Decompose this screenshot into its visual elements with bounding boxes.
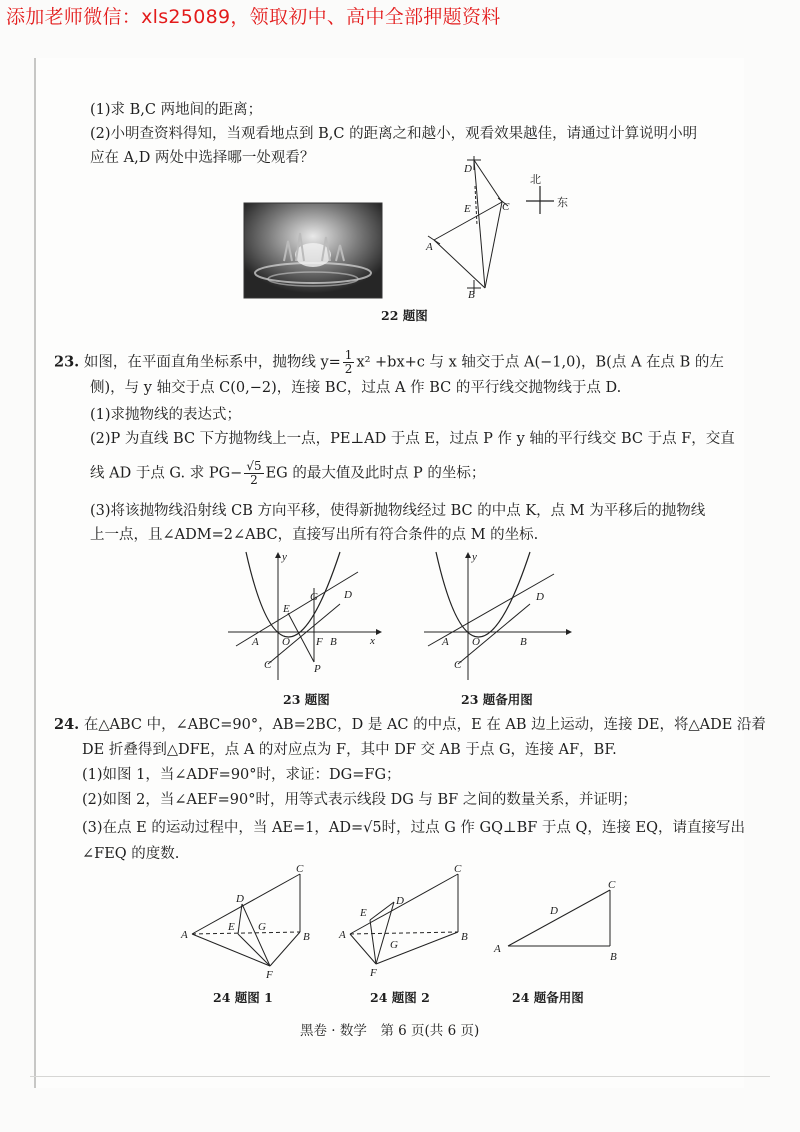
q24-figure-2 (338, 863, 478, 980)
q23-fig1-label-P: P (314, 663, 321, 675)
q24-caption-3: 24 题备用图 (512, 990, 584, 1005)
q24-fig1-label-B: B (303, 931, 310, 943)
q23-fig2-label-A: A (442, 636, 449, 648)
q23-caption-2: 23 题备用图 (461, 692, 533, 707)
q23-figure-main (228, 552, 388, 682)
q23-fig1-label-F: F (316, 636, 323, 648)
q23-fig2-label-y: y (472, 551, 477, 563)
q23-half-denominator: 2 (344, 362, 353, 376)
q24-fig2-label-A: A (339, 929, 346, 941)
q24-fig1-label-C: C (296, 863, 304, 875)
q24-fig1-label-E: E (228, 921, 235, 933)
q22-part2-line2: 应在 A,D 两处中选择哪一处观看？ (90, 150, 315, 166)
q23-part1: (1)求抛物线的表达式； (90, 407, 242, 423)
q24-part2: (2)如图 2，当∠AEF=90°时，用等式表示线段 DG 与 BF 之间的数量关系，并证明； (82, 792, 637, 808)
q24-figure-1 (180, 863, 320, 981)
q23-line1-b: x² +bx+c 与 x 轴交于点 A(−1,0)，B(点 A 在点 B 的左 (356, 354, 724, 371)
q23-fig1-label-A: A (252, 636, 259, 648)
q24-number: 24. (54, 716, 80, 733)
q22-label-A: A (426, 241, 433, 253)
q24-fig2-label-G: G (390, 939, 398, 951)
q23-line1-a: 如图，在平面直角坐标系中，抛物线 y= (83, 354, 341, 371)
q23-part3-line2: 上一点，且∠ADM=2∠ABC，直接写出所有符合条件的点 M 的坐标. (90, 527, 539, 543)
q24-fig3-label-D: D (550, 905, 558, 917)
q24-fig2-label-F: F (370, 967, 377, 979)
q23-part2-line1: (2)P 为直线 BC 下方抛物线上一点，PE⊥AD 于点 E，过点 P 作 y 轴的平行线交 BC 于点 F，交直 (90, 431, 735, 447)
q24-part3-line2: ∠FEQ 的度数. (82, 846, 180, 862)
q23-frac-denominator: 2 (250, 473, 258, 487)
q23-half-fraction (343, 349, 355, 376)
q22-label-north: 北 (530, 173, 541, 186)
q23-fig1-label-G: G (310, 591, 318, 603)
bottom-rule (30, 1076, 770, 1077)
q24-fig2-label-B: B (461, 931, 468, 943)
q22-caption: 22 题图 (381, 308, 428, 323)
q23-fig2-label-O: O (472, 636, 480, 648)
q23-sqrt5-over-2 (244, 460, 263, 487)
q22-label-B: B (468, 289, 475, 301)
q24-part1: (1)如图 1，当∠ADF=90°时，求证：DG=FG； (82, 767, 401, 783)
promo-banner: 添加老师微信：xls25089，领取初中、高中全部押题资料 (6, 6, 501, 28)
q24-fig2-label-C: C (454, 863, 462, 875)
q23-fig2-label-C: C (454, 659, 462, 671)
q24-fig1-label-D: D (236, 893, 244, 905)
q23-half-numerator: 1 (344, 348, 353, 362)
q23-part2-line2-a: 线 AD 于点 G. 求 PG− (90, 465, 243, 482)
q23-fig2-label-B: B (520, 636, 527, 648)
q23-fig1-label-D: D (344, 589, 352, 601)
q23-sqrt5: √5 (246, 459, 262, 473)
q24-line1-text: 在△ABC 中，∠ABC=90°，AB=2BC，D 是 AC 的中点，E 在 AB 边上运动，连接 DE，将△ADE 沿着 (83, 717, 766, 733)
q24-fig1-label-A: A (181, 929, 188, 941)
q23-fig2-label-D: D (536, 591, 544, 603)
q24-fig2-label-D: D (396, 895, 404, 907)
q22-label-east: 东 (557, 196, 568, 209)
q23-fig1-label-x: x (370, 635, 375, 647)
q22-part2-line1: (2)小明查资料得知，当观看地点到 B,C 的距离之和越小，观看效果越佳，请通过计算说明小明 (90, 126, 698, 142)
q23-part3-line1: (3)将该抛物线沿射线 CB 方向平移，使得新抛物线经过 BC 的中点 K，点 M 为平移后的抛物线 (90, 503, 706, 519)
q24-line2: DE 折叠得到△DFE，点 A 的对应点为 F，其中 DF 交 AB 于点 G，连接 AF，BF. (82, 742, 617, 758)
q22-label-C: C (502, 201, 510, 213)
q22-photo (244, 203, 382, 298)
q24-fig1-label-F: F (266, 969, 273, 981)
q24-caption-1: 24 题图 1 (213, 990, 273, 1005)
q24-fig2-label-E: E (360, 907, 367, 919)
q22-figure (420, 150, 580, 300)
q24-line1 (54, 714, 766, 736)
q23-fig1-label-C: C (264, 659, 272, 671)
q24-caption-2: 24 题图 2 (370, 990, 430, 1005)
page-footer: 黑卷 · 数学 第 6 页(共 6 页) (300, 1023, 480, 1039)
q24-figure-backup (488, 879, 628, 963)
q23-part2-line2-b: EG 的最大值及此时点 P 的坐标； (265, 465, 486, 482)
q23-part2-line2 (90, 460, 485, 487)
q23-line2: 侧)，与 y 轴交于点 C(0,−2)，连接 BC，过点 A 作 BC 的平行线交抛物线于点 D. (90, 380, 622, 396)
q23-number: 23. (54, 353, 80, 371)
q23-fig1-label-O: O (282, 636, 290, 648)
q24-fig3-label-C: C (608, 879, 616, 891)
q24-fig1-label-G: G (258, 921, 266, 933)
q22-label-D: D (464, 163, 472, 175)
q23-line1 (54, 349, 724, 376)
q24-part3-line1: (3)在点 E 的运动过程中，当 AE=1，AD=√5时，过点 G 作 GQ⊥BF 于点 Q，连接 EQ，请直接写出 (82, 820, 746, 836)
q24-fig3-label-A: A (494, 943, 501, 955)
q23-fig1-label-y: y (282, 551, 287, 563)
q23-fig1-label-E: E (283, 603, 290, 615)
q24-fig3-label-B: B (610, 951, 617, 963)
q23-figure-backup (424, 552, 584, 682)
q22-label-E: E (464, 203, 471, 215)
q22-part1: (1)求 B,C 两地间的距离； (90, 102, 263, 118)
q23-fig1-label-B: B (330, 636, 337, 648)
q23-caption-1: 23 题图 (283, 692, 330, 707)
